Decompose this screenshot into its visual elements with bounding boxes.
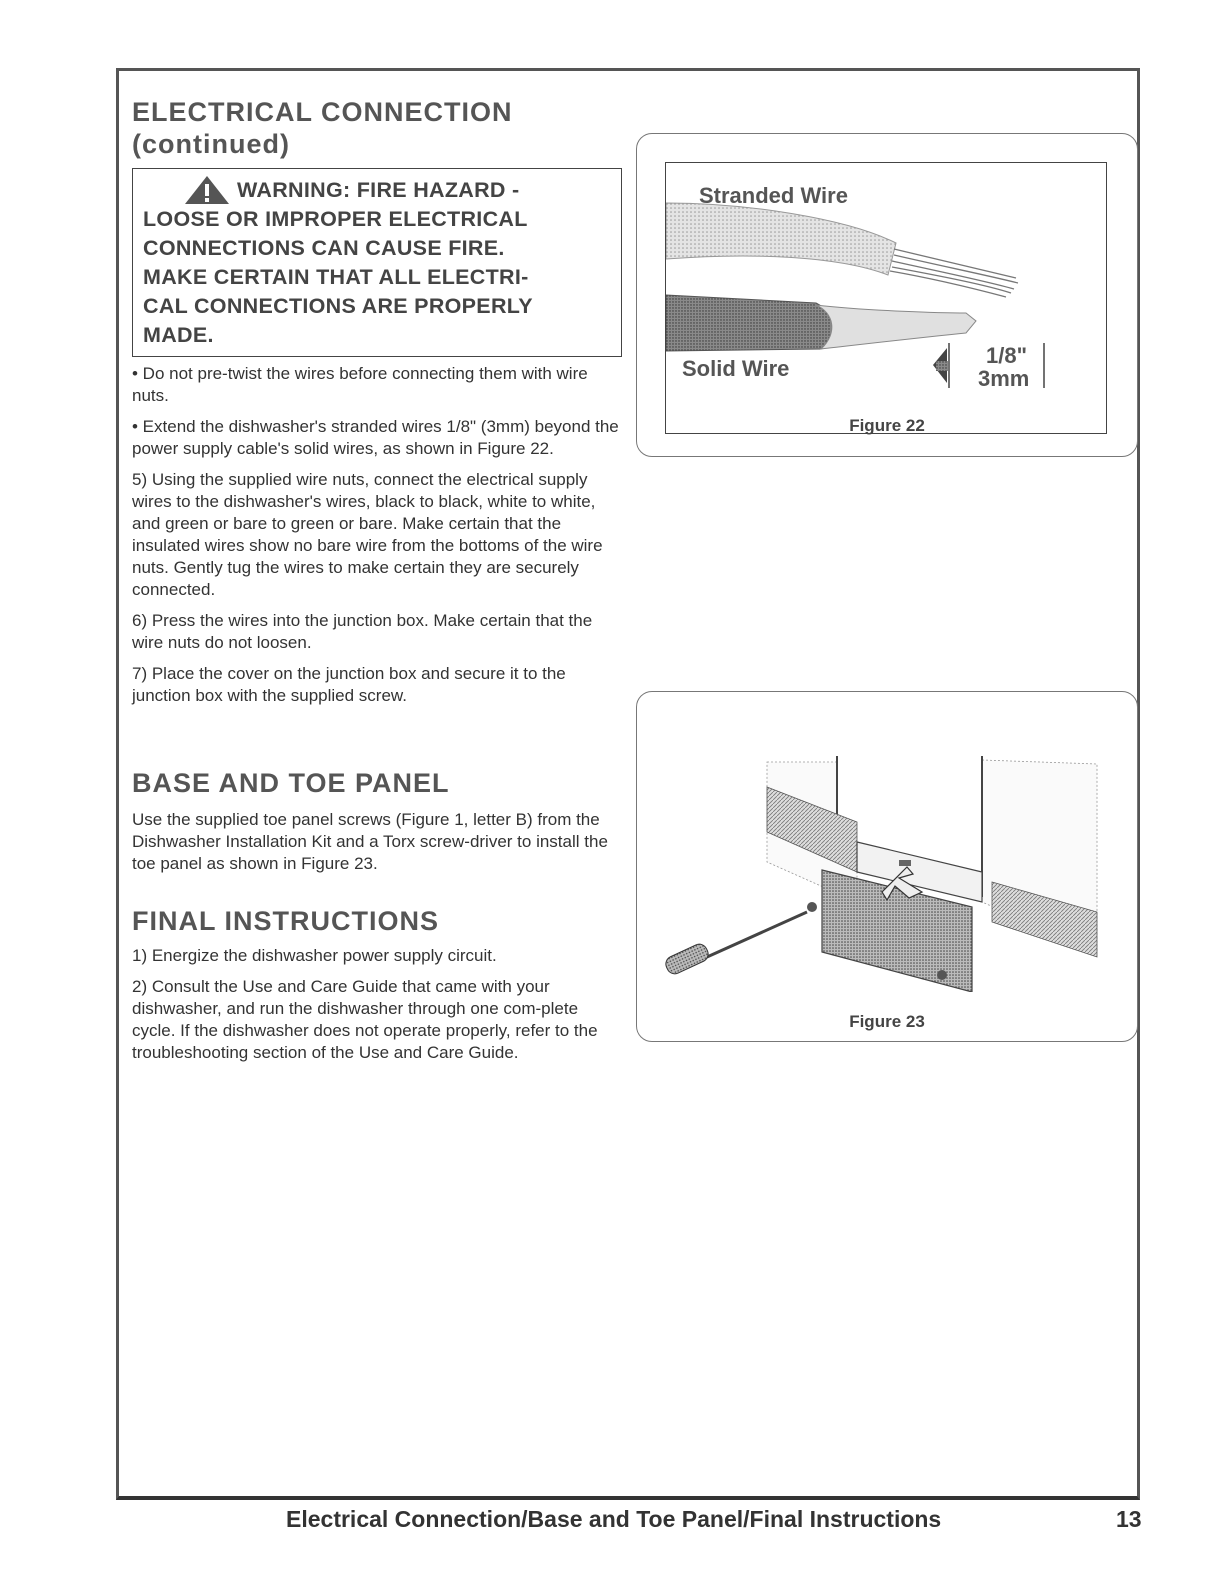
measurement-mm: 3mm — [978, 366, 1030, 391]
left-column — [132, 96, 622, 1073]
heading-electrical-connection: ELECTRICAL CONNECTION — [132, 97, 513, 127]
warning-title: WARNING: FIRE HAZARD - — [237, 177, 520, 202]
bullet-extend-wires: • Extend the dishwasher's stranded wires 1/8" (3mm) beyond the power supply cable's solid wires, as shown in Figure 22. — [132, 417, 619, 458]
warning-line: CONNECTIONS CAN CAUSE FIRE. — [143, 236, 505, 260]
step-6: 6) Press the wires into the junction box. Make certain that the wire nuts do not loosen. — [132, 611, 593, 652]
figure-22-caption: Figure 22 — [849, 416, 925, 435]
base-toe-panel-text: Use the supplied toe panel screws (Figure 1, letter B) from the Dishwasher Installation Kit and a Torx screw-driver to install the toe panel as shown in Figure 23. — [132, 810, 608, 873]
page-number: 13 — [1116, 1506, 1142, 1532]
warning-triangle-icon — [183, 175, 231, 205]
solid-wire-label: Solid Wire — [682, 356, 790, 381]
bullet-pretwist: • Do not pre-twist the wires before connecting them with wire nuts. — [132, 364, 588, 405]
warning-line: MADE. — [143, 323, 214, 347]
heading-final-instructions: FINAL INSTRUCTIONS — [132, 906, 439, 936]
stranded-wire-label: Stranded Wire — [699, 183, 848, 208]
warning-line: LOOSE OR IMPROPER ELECTRICAL — [143, 207, 528, 231]
warning-line: CAL CONNECTIONS ARE PROPERLY — [143, 294, 533, 318]
toe-panel-illustration — [637, 692, 1137, 992]
warning-line: MAKE CERTAIN THAT ALL ELECTRI- — [143, 265, 529, 289]
heading-continued: (continued) — [132, 129, 290, 159]
final-step-1: 1) Energize the dishwasher power supply circuit. — [132, 946, 497, 965]
figure-23-caption: Figure 23 — [849, 1012, 925, 1031]
step-7: 7) Place the cover on the junction box and secure it to the junction box with the supplied screw. — [132, 664, 566, 705]
heading-base-toe-panel: BASE AND TOE PANEL — [132, 768, 450, 798]
measurement-inches: 1/8" — [986, 343, 1028, 368]
footer-title: Electrical Connection/Base and Toe Panel/Final Instructions — [286, 1506, 942, 1532]
figure-22 — [636, 133, 1138, 457]
warning-box — [132, 168, 622, 357]
figure-23 — [636, 691, 1138, 1042]
figure-22-illustration — [665, 162, 1107, 434]
step-5: 5) Using the supplied wire nuts, connect the electrical supply wires to the dishwasher's wires, black to black, white to white, and green or bare to green or bare. Make certain that the insulated wires show no bare wire from the bottoms of the wire nuts. Gently tug the wires to make certain they are securely connected. — [132, 470, 603, 599]
final-step-2: 2) Consult the Use and Care Guide that came with your dishwasher, and run the dishwasher through one com-plete cycle. If the dishwasher does not operate properly, refer to the troubleshooting section of the Use and Care Guide. — [132, 977, 598, 1062]
